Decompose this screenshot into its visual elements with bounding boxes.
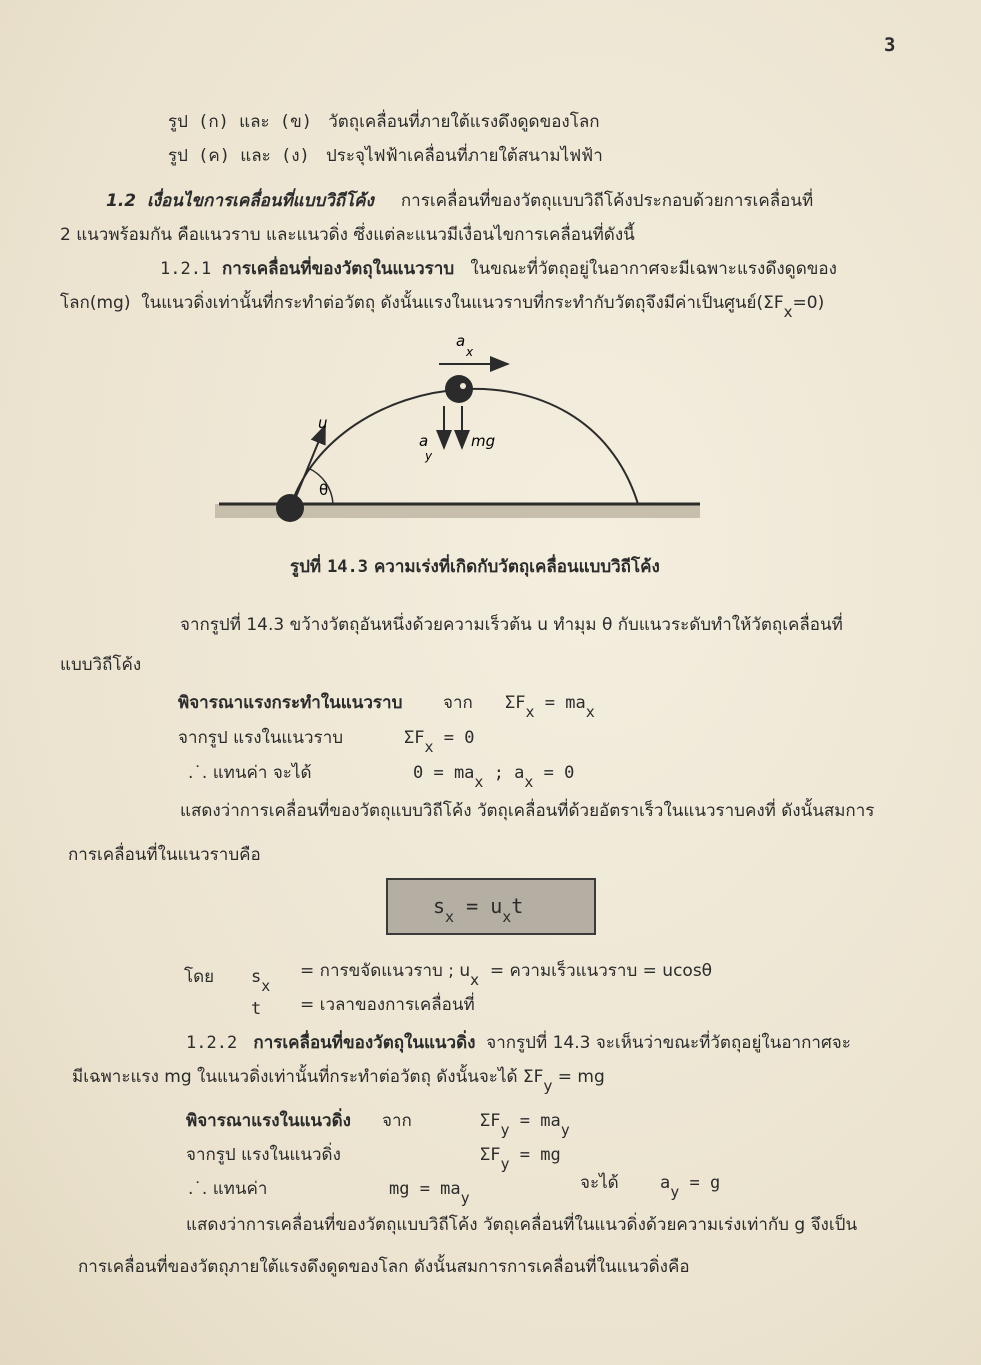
hforce-row1-equation [505, 692, 595, 721]
vforce-row1-equation [480, 1110, 570, 1139]
vforce-row3-res-lhs: a [660, 1173, 671, 1193]
vforce-row1-eq-sub2: y [560, 1121, 570, 1139]
section-1-2-2-text-a: จากรูปที่ 14.3 จะเห็นว่าขณะที่วัตถุอยู่ในอากาศจะ [486, 1033, 851, 1053]
def-sx-sub: x [261, 977, 271, 995]
trajectory-curve [290, 389, 638, 508]
hforce-row1-eq-sub2: x [585, 703, 595, 721]
caption-number: 14.3 [327, 557, 369, 577]
figure-caption [290, 556, 660, 578]
section-1-2-text-a: การเคลื่อนที่ของวัตถุแบบวิถีโค้งประกอบด้วยการเคลื่อนที่ [400, 191, 814, 211]
para-horizontal-line-2: การเคลื่อนที่ในแนวราบคือ [68, 845, 261, 865]
hforce-row3-label: .˙. แทนค่า จะได้ [188, 763, 312, 783]
para-figure-line-1: จากรูปที่ 14.3 ขว้างวัตถุอันหนึ่งด้วยความเร็วต้น u ทำมุม θ กับแนวระดับทำให้วัตถุเคลื่อนที่ [180, 615, 843, 635]
section-1-2-heading: เงื่อนไขการเคลื่อนที่แบบวิถีโค้ง [146, 191, 374, 211]
hforce-row1-eq-lhs: ΣF [505, 693, 526, 713]
def-ux-text: = ความเร็วแนวราบ = ucosθ [489, 961, 713, 981]
hforce-row2-label: จากรูป แรงในแนวราบ [178, 728, 344, 748]
section-1-2-number: 1.2 [106, 191, 137, 211]
sum-fx-subscript: x [783, 303, 793, 321]
vforce-row2-label: จากรูป แรงในแนวดิ่ง [186, 1145, 341, 1165]
hforce-row1-eq-sub: x [525, 703, 535, 721]
def-sx-symbol: s [251, 967, 262, 987]
eq-rhs-end: t [511, 894, 524, 918]
definition-t: t [251, 999, 262, 1019]
section-1-2-1-text-b2: ในแนวดิ่งเท่านั้นที่กระทำต่อวัตถุ ดังนั้นแรงในแนวราบที่กระทำกับวัตถุจึงมีค่าเป็นศูนย์(ΣF [141, 293, 784, 313]
top-ball [445, 375, 473, 403]
vforce-row2-eq-end: = mg [509, 1145, 561, 1165]
hforce-row2-eq-lhs: ΣF [404, 728, 425, 748]
vforce-row1-eq-sub: y [500, 1121, 510, 1139]
definition-t-text: = เวลาของการเคลื่อนที่ [300, 995, 475, 1015]
para-vertical-line-2: การเคลื่อนที่ของวัตถุภายใต้แรงดึงดูดของโลก ดังนั้นสมการการเคลื่อนที่ในแนวดิ่งคือ [78, 1257, 690, 1277]
section-1-2-2-line-2 [72, 1066, 605, 1095]
section-1-2-2-line-1 [186, 1032, 851, 1054]
eq-rhs-sub: x [502, 908, 512, 926]
vforce-row3-get: จะได้ [580, 1173, 619, 1193]
sum-fy-sub: y [543, 1077, 553, 1095]
intro-line-1 [168, 111, 600, 133]
u-label: u [318, 414, 328, 432]
vforce-row1-from: จาก [382, 1111, 412, 1131]
section-1-2-1-text-a: ในขณะที่วัตถุอยู่ในอากาศจะมีเฉพาะแรงดึงดูดของ [470, 259, 837, 279]
intro-line-2-label: รูป (ค) และ (ง) [168, 146, 310, 166]
ax-label: a [456, 332, 466, 350]
ax-label-subscript: x [466, 345, 474, 359]
sum-fx-equals-zero: =0) [792, 293, 825, 313]
hforce-row3-eq-end: = 0 [533, 763, 575, 783]
hforce-row3-eq-mid: ; a [483, 763, 525, 783]
projectile-figure [215, 328, 705, 528]
hforce-row3-eq-sub: x [474, 773, 484, 791]
para-horizontal-line-1: แสดงว่าการเคลื่อนที่ของวัตถุแบบวิถีโค้ง วัตถุเคลื่อนที่ด้วยอัตราเร็วในแนวราบคงที่ ดังนั้นสมการ [180, 801, 875, 821]
vforce-row2-equation [480, 1144, 561, 1173]
vforce-row3-equation [389, 1178, 470, 1207]
hforce-row1-eq-mid: = ma [534, 693, 586, 713]
vforce-row3-res-end: = g [679, 1173, 721, 1193]
def-sx-text: = การขจัดแนวราบ ; u [300, 961, 471, 981]
section-1-2-line-1 [106, 190, 813, 212]
para-figure-line-2: แบบวิถีโค้ง [60, 655, 142, 675]
vforce-row3-eq-sub: y [460, 1189, 470, 1207]
section-1-2-1-number: 1.2.1 [160, 259, 212, 279]
eq-mid: = u [454, 894, 503, 918]
launch-ball [276, 494, 304, 522]
vforce-row1-eq-lhs: ΣF [480, 1111, 501, 1131]
section-1-2-1-line-2 [60, 292, 825, 321]
section-1-2-1-line-1 [160, 258, 837, 280]
eq-lhs: s [433, 894, 446, 918]
horizontal-motion-equation-box [386, 878, 596, 935]
vforce-row3-res-sub: y [670, 1183, 680, 1201]
definition-sx [251, 966, 271, 995]
eq-lhs-sub: x [445, 908, 455, 926]
hforce-row2-eq-sub: x [424, 738, 434, 756]
ay-label: a [419, 432, 429, 450]
horizontal-motion-equation [433, 894, 524, 926]
page-number: 3 [884, 34, 896, 56]
section-1-2-1-text-b1: โลก(mg) [60, 293, 131, 313]
intro-line-1-text: วัตถุเคลื่อนที่ภายใต้แรงดึงดูดของโลก [328, 112, 600, 132]
ay-label-subscript: y [425, 449, 433, 463]
para-vertical-line-1: แสดงว่าการเคลื่อนที่ของวัตถุแบบวิถีโค้ง วัตถุเคลื่อนที่ในแนวดิ่งด้วยความเร่งเท่ากับ g จึงเป็น [186, 1215, 858, 1235]
def-ux-sub: x [470, 971, 480, 989]
hforce-row2-eq-end: = 0 [433, 728, 475, 748]
caption-prefix: รูปที่ [290, 557, 322, 577]
intro-line-2 [168, 145, 603, 167]
sum-fy-end: = mg [552, 1067, 605, 1087]
section-1-2-text-b: 2 แนวพร้อมกัน คือแนวราบ และแนวดิ่ง ซึ่งแต่ละแนวมีเงื่อนไขการเคลื่อนที่ดังนี้ [60, 225, 635, 245]
caption-text: ความเร่งที่เกิดกับวัตถุเคลื่อนแบบวิถีโค้ง [373, 557, 660, 577]
hforce-row1-label: พิจารณาแรงกระทำในแนวราบ [178, 693, 403, 713]
vforce-row2-eq-sub: y [500, 1155, 510, 1173]
definition-sx-text [300, 960, 713, 989]
intro-line-1-label: รูป (ก) และ (ข) [168, 112, 312, 132]
vforce-row3-label: .˙. แทนค่า [188, 1179, 268, 1199]
definitions-by: โดย [184, 967, 215, 987]
mg-label: mg [471, 432, 496, 450]
hforce-row3-eq-lhs: 0 = ma [413, 763, 475, 783]
section-1-2-2-heading: การเคลื่อนที่ของวัตถุในแนวดิ่ง [253, 1033, 476, 1053]
hforce-row3-equation [413, 762, 575, 791]
vforce-row2-eq-lhs: ΣF [480, 1145, 501, 1165]
section-1-2-2-text-b: มีเฉพาะแรง mg ในแนวดิ่งเท่านั้นที่กระทำต่อวัตถุ ดังนั้นจะได้ ΣF [72, 1067, 544, 1087]
top-ball-highlight [460, 383, 466, 389]
vforce-row3-eq-lhs: mg = ma [389, 1179, 461, 1199]
intro-line-2-text: ประจุไฟฟ้าเคลื่อนที่ภายใต้สนามไฟฟ้า [325, 146, 603, 166]
vforce-row1-eq-mid: = ma [509, 1111, 561, 1131]
hforce-row1-from: จาก [443, 693, 473, 713]
vforce-row3-result [660, 1172, 721, 1201]
vforce-row1-label: พิจารณาแรงในแนวดิ่ง [186, 1111, 351, 1131]
section-1-2-1-heading: การเคลื่อนที่ของวัตถุในแนวราบ [222, 259, 455, 279]
hforce-row2-equation [404, 727, 475, 756]
theta-label: θ [319, 481, 329, 499]
hforce-row3-eq-sub2: x [524, 773, 534, 791]
section-1-2-2-number: 1.2.2 [186, 1033, 238, 1053]
